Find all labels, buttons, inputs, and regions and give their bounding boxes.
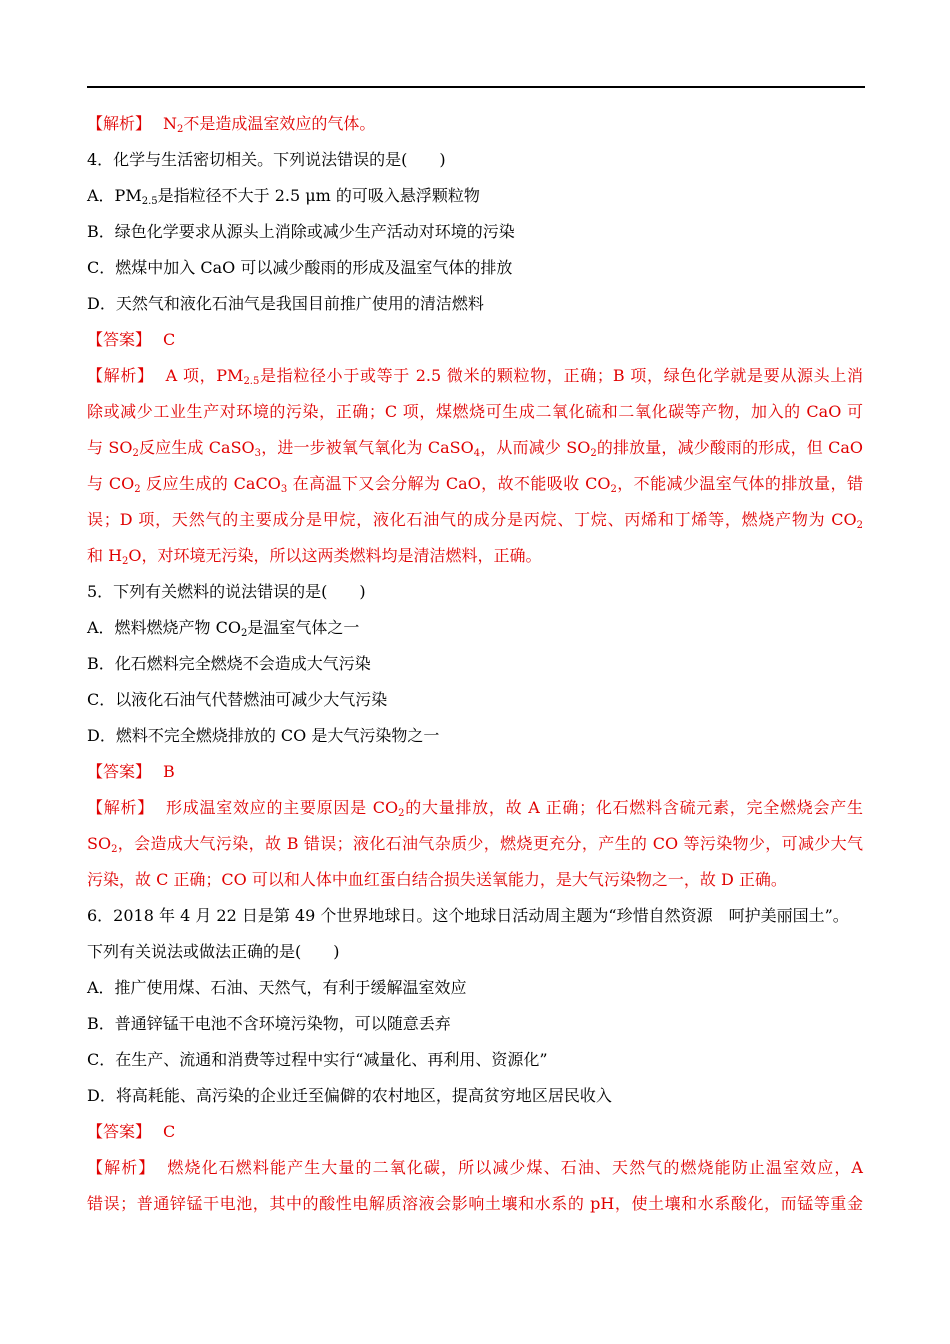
subscript: 2	[856, 520, 863, 531]
analysis-tag: 【解析】	[87, 798, 154, 817]
analysis-line	[87, 538, 863, 574]
analysis-line	[87, 502, 863, 538]
question-line	[87, 142, 863, 178]
text-run: 反应生成 CaSO	[138, 438, 255, 457]
text-run: 错误；普通锌锰干电池，其中的酸性电解质溶液会影响土壤和水系的 pH，使土壤和水系酸化，而锰等重金	[87, 1194, 863, 1213]
question-line	[87, 1042, 863, 1078]
subscript: 2	[241, 628, 248, 639]
text-run: ，不能减少温室气体的排放量，错	[616, 474, 863, 493]
text-run: 形成温室效应的主要原因是 CO	[165, 798, 399, 817]
header-rule	[87, 86, 865, 88]
question-line	[87, 1078, 863, 1114]
text-run: ，会造成大气污染，故 B 错误；液化石油气杂质少，燃烧更充分，产生的 CO 等污染物少，可减少大气	[117, 834, 863, 853]
text-run: A．推广使用煤、石油、天然气，有利于缓解温室效应	[87, 978, 467, 997]
text-run: 是指粒径不大于 2.5 μm 的可吸入悬浮颗粒物	[157, 186, 480, 205]
analysis-line	[87, 430, 863, 466]
text-run: C	[163, 330, 176, 349]
text-run: 与 SO	[87, 438, 133, 457]
subscript: 2	[111, 844, 118, 855]
text-run: 是温室气体之一	[247, 618, 360, 637]
text-run: 与 CO	[87, 474, 135, 493]
text-run: ，从而减少 SO	[480, 438, 591, 457]
text-run: 的大量排放，故 A 正确；化石燃料含硫元素，完全燃烧会产生	[404, 798, 863, 817]
subscript: 2	[177, 124, 184, 135]
analysis-tag: 【解析】	[87, 366, 154, 385]
text-run: C．燃煤中加入 CaO 可以减少酸雨的形成及温室气体的排放	[87, 258, 513, 277]
question-line	[87, 646, 863, 682]
question-line	[87, 178, 863, 214]
answer-tag: 【答案】	[87, 762, 152, 781]
subscript: 2.5	[243, 376, 260, 387]
question-line	[87, 574, 863, 610]
subscript: 2	[122, 556, 129, 567]
analysis-line	[87, 466, 863, 502]
analysis-line	[87, 790, 863, 826]
text-run: 4．化学与生活密切相关。下列说法错误的是( )	[87, 150, 446, 169]
subscript: 2	[132, 448, 139, 459]
text-run: C	[163, 1122, 176, 1141]
text-run: D．天然气和液化石油气是我国目前推广使用的清洁燃料	[87, 294, 484, 313]
answer-line	[87, 754, 863, 790]
text-run: A．燃料燃烧产物 CO	[87, 618, 242, 637]
subscript: 2	[590, 448, 597, 459]
subscript: 2	[610, 484, 617, 495]
text-run: SO	[87, 834, 112, 853]
analysis-tag: 【解析】	[87, 114, 152, 133]
text-run: 误；D 项，天然气的主要成分是甲烷，液化石油气的成分是丙烷、丁烷、丙烯和丁烯等，燃烧产物为 CO	[87, 510, 857, 529]
text-run: B．绿色化学要求从源头上消除或减少生产活动对环境的污染	[87, 222, 515, 241]
analysis-line	[87, 358, 863, 394]
text-run: 6．2018 年 4 月 22 日是第 49 个世界地球日。这个地球日活动周主题为“珍惜自然资源 呵护美丽国土”。	[87, 906, 849, 925]
text-run: 5．下列有关燃料的说法错误的是( )	[87, 582, 366, 601]
document-body	[87, 106, 863, 1222]
text-run: 不是造成温室效应的气体。	[183, 114, 376, 133]
question-line	[87, 214, 863, 250]
question-line	[87, 718, 863, 754]
analysis-tag: 【解析】	[87, 1158, 156, 1177]
text-run: D．将高耗能、高污染的企业迁至偏僻的农村地区，提高贫穷地区居民收入	[87, 1086, 612, 1105]
subscript: 2	[134, 484, 141, 495]
question-line	[87, 970, 863, 1006]
text-run: 在高温下又会分解为 CaO，故不能吸收 CO	[287, 474, 611, 493]
answer-line	[87, 1114, 863, 1150]
question-line	[87, 286, 863, 322]
analysis-line	[87, 106, 863, 142]
text-run: B．化石燃料完全燃烧不会造成大气污染	[87, 654, 371, 673]
text-run: A 项，PM	[165, 366, 244, 385]
text-run: 下列有关说法或做法正确的是( )	[87, 942, 340, 961]
subscript: 3	[254, 448, 262, 459]
question-line	[87, 250, 863, 286]
text-run: 燃烧化石燃料能产生大量的二氧化碳，所以减少煤、石油、天然气的燃烧能防止温室效应，A	[167, 1158, 863, 1177]
text-run: B	[163, 762, 175, 781]
subscript: 2.5	[141, 196, 158, 207]
answer-tag: 【答案】	[87, 1122, 152, 1141]
text-run: 和 H	[87, 546, 123, 565]
subscript: 3	[280, 484, 288, 495]
text-run: 除或减少工业生产对环境的污染，正确；C 项，煤燃烧可生成二氧化硫和二氧化碳等产物，加入的 CaO 可	[87, 402, 863, 421]
text-run: ，进一步被氧气氧化为 CaSO	[261, 438, 474, 457]
answer-tag: 【答案】	[87, 330, 152, 349]
text-run: C．在生产、流通和消费等过程中实行“减量化、再利用、资源化”	[87, 1050, 548, 1069]
analysis-line	[87, 1186, 863, 1222]
analysis-line	[87, 862, 863, 898]
question-line	[87, 898, 863, 934]
answer-line	[87, 322, 863, 358]
text-run: N	[163, 114, 178, 133]
text-run: 反应生成的 CaCO	[140, 474, 281, 493]
text-run: A．PM	[87, 186, 142, 205]
question-line	[87, 1006, 863, 1042]
analysis-line	[87, 826, 863, 862]
analysis-line	[87, 394, 863, 430]
text-run: D．燃料不完全燃烧排放的 CO 是大气污染物之一	[87, 726, 440, 745]
text-run: 是指粒径小于或等于 2.5 微米的颗粒物，正确；B 项，绿色化学就是要从源头上消	[259, 366, 863, 385]
analysis-line	[87, 1150, 863, 1186]
text-run: B．普通锌锰干电池不含环境污染物，可以随意丢弃	[87, 1014, 451, 1033]
text-run: C．以液化石油气代替燃油可减少大气污染	[87, 690, 388, 709]
text-run: 污染，故 C 正确；CO 可以和人体中血红蛋白结合损失送氧能力，是大气污染物之一，故 D 正确。	[87, 870, 787, 889]
question-line	[87, 610, 863, 646]
text-run: 的排放量，减少酸雨的形成，但 CaO	[596, 438, 863, 457]
question-line	[87, 682, 863, 718]
subscript: 4	[473, 448, 481, 459]
text-run: O，对环境无污染，所以这两类燃料均是清洁燃料，正确。	[128, 546, 542, 565]
question-line	[87, 934, 863, 970]
subscript: 2	[398, 808, 405, 819]
